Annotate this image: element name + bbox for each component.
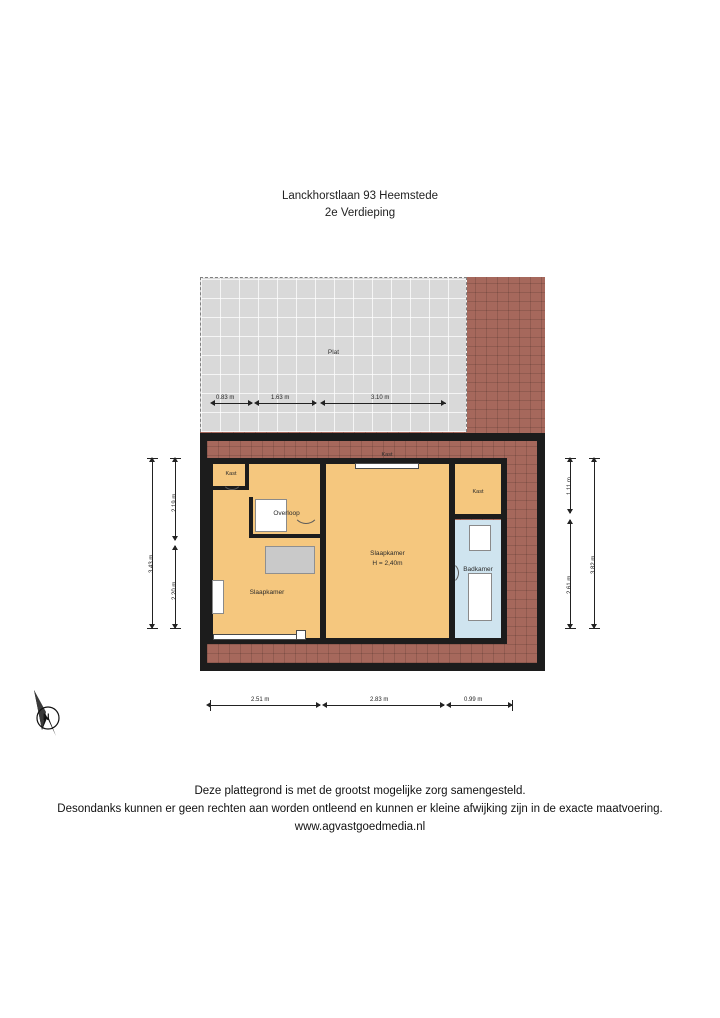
dim-left-219: 2.19 m <box>172 493 178 512</box>
dim-tick-left-219-top <box>170 458 181 459</box>
compass-rose <box>22 686 84 748</box>
label-kast-top: Kast <box>381 452 393 458</box>
label-kast-right: Kast <box>472 489 484 495</box>
dim-tick-bottom-099-right <box>512 700 513 711</box>
dim-tick-right-111-top <box>565 458 576 459</box>
label-slaapkamer-right: Slaapkamer <box>370 550 405 557</box>
dim-line-plat-1 <box>212 403 252 404</box>
dim-tick-left-343-bottom <box>147 628 158 629</box>
footer-website: www.agvastgoedmedia.nl <box>294 821 426 833</box>
dim-tick-left-220-bottom <box>170 628 181 629</box>
dim-tick-left-343-top <box>147 458 158 459</box>
dim-tick-right-382-top <box>589 458 600 459</box>
dim-arrow-bottom-099-left <box>446 702 451 708</box>
dim-line-bottom-099 <box>450 705 512 706</box>
dim-right-261: 2.61 m <box>567 575 573 594</box>
dim-arrow-plat-2-left <box>254 400 259 406</box>
dim-arrow-plat-3-right <box>441 400 446 406</box>
dim-line-plat-3 <box>322 403 446 404</box>
footer-line-2: Desondanks kunnen er geen rechten aan worden ontleend en kunnen er kleine afwijking zijn in de exacte maatvoering. <box>57 803 663 815</box>
shower-fixture <box>469 525 491 551</box>
bed-furniture <box>265 546 315 574</box>
disclaimer-footer <box>0 782 720 836</box>
dim-arrow-left-220-up <box>172 545 178 550</box>
dim-plat-083: 0.83 m <box>216 395 235 401</box>
dim-line-bottom-251 <box>210 705 320 706</box>
flat-roof-label: Plat <box>327 349 340 356</box>
dim-tick-right-261-bottom <box>565 628 576 629</box>
dim-arrow-plat-2-right <box>312 400 317 406</box>
dim-left-343: 3.43 m <box>149 554 155 573</box>
dim-tick-bottom-251-left <box>210 700 211 711</box>
dim-line-right-382 <box>594 458 595 628</box>
dim-arrow-right-111-down <box>567 509 573 514</box>
floor-subtitle: 2e Verdieping <box>324 207 396 219</box>
window-corner-left <box>296 630 306 640</box>
compass-north-label: N <box>43 712 50 722</box>
dim-arrow-left-219-down <box>172 536 178 541</box>
dim-left-220: 2.20 m <box>172 581 178 600</box>
label-slaapkamer-right-height: H = 2,40m <box>372 560 403 567</box>
wall-bathroom-top <box>449 514 507 519</box>
label-slaapkamer-left: Slaapkamer <box>249 589 285 596</box>
dim-plat-310: 3.10 m <box>371 395 390 401</box>
window-bottom-left <box>213 634 297 640</box>
interior-wall-right <box>501 458 507 644</box>
dim-line-left-343 <box>152 458 153 628</box>
bathtub-fixture <box>468 573 492 621</box>
dim-bottom-251: 2.51 m <box>251 697 270 703</box>
dim-arrow-plat-1-left <box>210 400 215 406</box>
dim-bottom-283: 2.83 m <box>370 697 389 703</box>
dim-line-right-261 <box>570 520 571 628</box>
dim-bottom-099: 0.99 m <box>464 697 483 703</box>
dim-arrow-bottom-251-right <box>316 702 321 708</box>
wall-overloop-bottom <box>249 534 321 538</box>
closet-top-strip <box>355 463 419 469</box>
label-overloop: Overloop <box>273 510 300 517</box>
dim-right-382: 3.82 m <box>591 555 597 574</box>
dim-arrow-plat-3-left <box>320 400 325 406</box>
dim-right-111: 1.11 m <box>567 477 573 495</box>
page-title: Lanckhorstlaan 93 Heemstede <box>282 190 438 202</box>
label-kast-left: Kast <box>225 471 237 477</box>
dim-arrow-right-261-up <box>567 519 573 524</box>
compass-icon <box>22 686 84 748</box>
dim-arrow-plat-1-right <box>248 400 253 406</box>
footer-line-1: Deze plattegrond is met de grootst mogelijke zorg samengesteld. <box>194 785 526 797</box>
dim-plat-163: 1.63 m <box>271 395 290 401</box>
cabinet-left-wall <box>212 580 224 614</box>
label-badkamer: Badkamer <box>463 566 493 573</box>
dim-tick-right-382-bottom <box>589 628 600 629</box>
dim-line-plat-2 <box>256 403 316 404</box>
dim-arrow-bottom-283-right <box>440 702 445 708</box>
dim-arrow-bottom-283-left <box>322 702 327 708</box>
dim-line-bottom-283 <box>326 705 444 706</box>
